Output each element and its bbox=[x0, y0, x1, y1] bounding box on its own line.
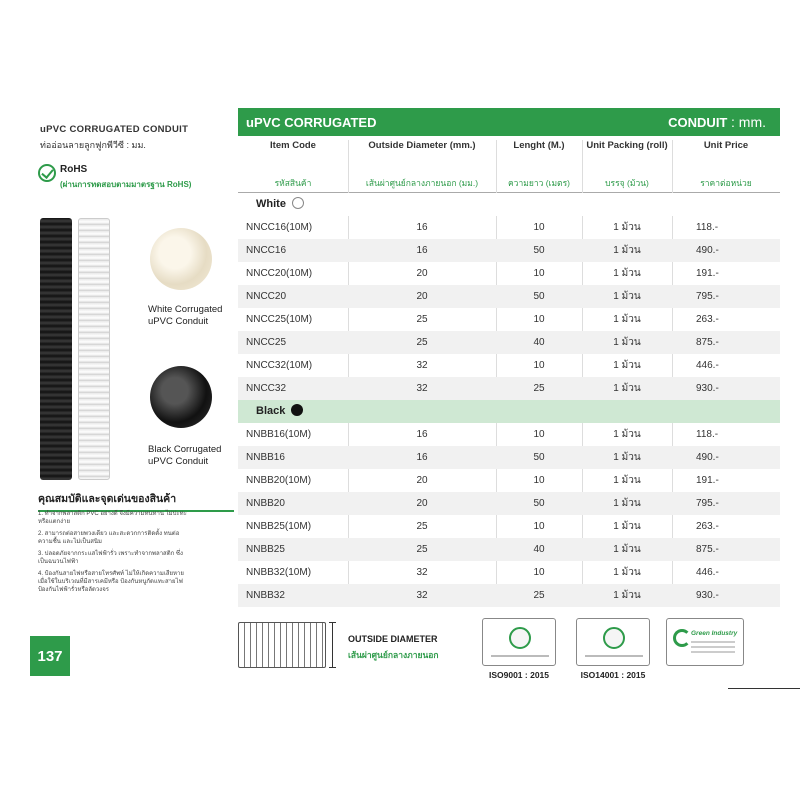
table-row bbox=[238, 423, 780, 446]
table-row bbox=[238, 216, 780, 239]
cell-pack: 1 ม้วน bbox=[613, 590, 641, 601]
header-right-title: CONDUIT : mm. bbox=[668, 114, 766, 130]
color-dot-icon bbox=[292, 197, 304, 209]
cell-code: NNCC16(10M) bbox=[246, 222, 313, 233]
feature-item: 4. ป้องกันสายไฟหรือสายโทรศัพท์ ไม่ให้เกิดความเสียหายเมื่อใช้ในบริเวณที่มีสารเคมีหรือ ป้องกันหนูกัดแทะสายไฟ ป้องกันไฟฟ้ารั่วหรือลัดวงจร bbox=[38, 571, 184, 593]
cell-code: NNBB20(10M) bbox=[246, 475, 312, 486]
cell-len: 25 bbox=[533, 383, 545, 394]
iso9001-label: ISO9001 : 2015 bbox=[488, 670, 549, 680]
cell-pack: 1 ม้วน bbox=[613, 498, 641, 509]
cell-pack: 1 ม้วน bbox=[613, 475, 641, 486]
table-row bbox=[238, 262, 780, 285]
column-header-unit-packing: Unit Packing (roll) บรรจุ (ม้วน) bbox=[586, 140, 668, 188]
cell-len: 10 bbox=[533, 268, 545, 279]
table-row bbox=[238, 446, 780, 469]
cell-code: NNBB32 bbox=[246, 590, 285, 601]
cell-pack: 1 ม้วน bbox=[613, 268, 641, 279]
column-header-length: Lenght (M.) ความยาว (เมตร) bbox=[508, 140, 570, 188]
features-title: คุณสมบัติและจุดเด่นของสินค้า bbox=[38, 490, 234, 512]
cell-price: 446.- bbox=[696, 567, 719, 578]
cell-code: NNBB25 bbox=[246, 544, 285, 555]
cell-price: 795.- bbox=[696, 498, 719, 509]
cell-od: 20 bbox=[416, 498, 428, 509]
cell-od: 25 bbox=[416, 314, 428, 325]
cell-len: 40 bbox=[533, 337, 545, 348]
header-left-title: uPVC CORRUGATED bbox=[246, 114, 377, 130]
table-row bbox=[238, 377, 780, 400]
product-title: uPVC CORRUGATED CONDUIT bbox=[40, 124, 189, 135]
column-header-item-code: Item Code รหัสสินค้า bbox=[270, 140, 316, 188]
cell-price: 118.- bbox=[696, 429, 719, 440]
cell-od: 32 bbox=[416, 360, 428, 371]
cell-len: 10 bbox=[533, 314, 545, 325]
cell-price: 263.- bbox=[696, 314, 719, 325]
cell-pack: 1 ม้วน bbox=[613, 222, 641, 233]
cell-od: 25 bbox=[416, 544, 428, 555]
cell-pack: 1 ม้วน bbox=[613, 360, 641, 371]
cell-code: NNCC20 bbox=[246, 291, 287, 302]
cell-price: 191.- bbox=[696, 475, 719, 486]
page-number: 137 bbox=[30, 636, 70, 676]
table-row bbox=[238, 469, 780, 492]
cell-code: NNBB20 bbox=[246, 498, 285, 509]
iso9001-certificate bbox=[482, 618, 556, 666]
cell-len: 10 bbox=[533, 521, 545, 532]
feature-item: 1. ทำจากพลาสติก PVC อย่างดี จึงมีความทนทาน ไม่ปะทะหรือแตกง่าย bbox=[38, 511, 187, 525]
cell-len: 40 bbox=[533, 544, 545, 555]
catalog-page bbox=[30, 108, 780, 688]
rohs-title: RoHS bbox=[60, 164, 88, 175]
cell-code: NNCC25 bbox=[246, 337, 287, 348]
cell-od: 32 bbox=[416, 383, 428, 394]
table-row bbox=[238, 561, 780, 584]
cell-code: NNCC25(10M) bbox=[246, 314, 313, 325]
cell-len: 10 bbox=[533, 360, 545, 371]
cell-len: 50 bbox=[533, 498, 545, 509]
group-name: White bbox=[256, 198, 286, 210]
cell-code: NNCC16 bbox=[246, 245, 287, 256]
group-name: Black bbox=[256, 405, 286, 417]
white-conduit-coil-image bbox=[150, 228, 212, 290]
cell-price: 490.- bbox=[696, 245, 719, 256]
cell-od: 16 bbox=[416, 429, 428, 440]
green-industry-logo-icon bbox=[673, 629, 691, 647]
features-list bbox=[38, 510, 188, 598]
page-edge-rule bbox=[728, 688, 800, 689]
cell-pack: 1 ม้วน bbox=[613, 521, 641, 532]
rohs-subtitle: (ผ่านการทดสอบตามมาตรฐาน RoHS) bbox=[60, 180, 192, 189]
table-row bbox=[238, 308, 780, 331]
cell-len: 50 bbox=[533, 291, 545, 302]
iso14001-certificate bbox=[576, 618, 650, 666]
outside-diameter-title: OUTSIDE DIAMETER bbox=[348, 634, 438, 644]
cell-code: NNBB16(10M) bbox=[246, 429, 312, 440]
iso14001-label: ISO14001 : 2015 bbox=[580, 670, 646, 680]
cell-od: 32 bbox=[416, 590, 428, 601]
cell-len: 10 bbox=[533, 429, 545, 440]
cell-price: 795.- bbox=[696, 291, 719, 302]
cell-pack: 1 ม้วน bbox=[613, 314, 641, 325]
black-conduit-coil-image bbox=[150, 366, 212, 428]
certificate-seal-icon bbox=[509, 627, 531, 649]
cell-code: NNBB25(10M) bbox=[246, 521, 312, 532]
table-row bbox=[238, 354, 780, 377]
table-row bbox=[238, 538, 780, 561]
cell-code: NNCC32 bbox=[246, 383, 287, 394]
cell-len: 10 bbox=[533, 567, 545, 578]
outside-diameter-subtitle: เส้นผ่าศูนย์กลางภายนอก bbox=[348, 650, 439, 660]
cell-od: 16 bbox=[416, 222, 428, 233]
cell-price: 263.- bbox=[696, 521, 719, 532]
table-row bbox=[238, 239, 780, 262]
table-row bbox=[238, 285, 780, 308]
cell-code: NNCC20(10M) bbox=[246, 268, 313, 279]
cell-price: 930.- bbox=[696, 383, 719, 394]
column-header-outside-diameter: Outside Diameter (mm.) เส้นผ่าศูนย์กลางภายนอก (มม.) bbox=[365, 140, 479, 188]
cell-pack: 1 ม้วน bbox=[613, 245, 641, 256]
cell-od: 25 bbox=[416, 337, 428, 348]
white-conduit-image bbox=[78, 218, 110, 480]
cell-price: 118.- bbox=[696, 222, 719, 233]
cell-od: 20 bbox=[416, 268, 428, 279]
cell-code: NNCC32(10M) bbox=[246, 360, 313, 371]
cell-od: 32 bbox=[416, 567, 428, 578]
cell-price: 875.- bbox=[696, 544, 719, 555]
rohs-check-icon bbox=[38, 164, 56, 182]
table-row bbox=[238, 331, 780, 354]
cell-od: 25 bbox=[416, 521, 428, 532]
cell-code: NNBB16 bbox=[246, 452, 285, 463]
cell-pack: 1 ม้วน bbox=[613, 429, 641, 440]
cell-price: 875.- bbox=[696, 337, 719, 348]
green-industry-certificate bbox=[666, 618, 744, 666]
table-row bbox=[238, 515, 780, 538]
price-table-section bbox=[238, 108, 780, 688]
group-header-black bbox=[238, 400, 780, 423]
product-subtitle: ท่ออ่อนลายลูกฟูกพีวีซี : มม. bbox=[40, 140, 146, 150]
black-conduit-label: Black Corrugated uPVC Conduit bbox=[148, 444, 222, 467]
conduit-diagram bbox=[238, 622, 326, 668]
cell-len: 50 bbox=[533, 245, 545, 256]
green-industry-text: Green Industry bbox=[691, 630, 738, 637]
cell-pack: 1 ม้วน bbox=[613, 567, 641, 578]
table-row bbox=[238, 492, 780, 515]
feature-item: 2. สามารถต่อสายพวงเดียว และสะดวกการติดตั้ง ทนต่อความชื้น และไม่เป็นสนิม bbox=[38, 531, 180, 545]
color-dot-icon bbox=[291, 404, 303, 416]
cell-pack: 1 ม้วน bbox=[613, 452, 641, 463]
black-conduit-image bbox=[40, 218, 72, 480]
table-row bbox=[238, 584, 780, 607]
cell-od: 16 bbox=[416, 245, 428, 256]
diameter-dimension-line bbox=[332, 622, 333, 668]
cell-price: 446.- bbox=[696, 360, 719, 371]
cell-len: 50 bbox=[533, 452, 545, 463]
cell-price: 490.- bbox=[696, 452, 719, 463]
feature-item: 3. ปลอดภัยจากกระแสไฟฟ้ารั่ว เพราะทำจากพลาสติก ซึ่งเป็นฉนวนไฟฟ้า bbox=[38, 551, 183, 565]
certificate-seal-icon bbox=[603, 627, 625, 649]
table-header-bar bbox=[238, 108, 780, 136]
price-table-body bbox=[238, 193, 780, 607]
cell-od: 20 bbox=[416, 291, 428, 302]
cell-len: 10 bbox=[533, 475, 545, 486]
column-header-unit-price: Unit Price ราคาต่อหน่วย bbox=[700, 140, 752, 188]
cell-pack: 1 ม้วน bbox=[613, 291, 641, 302]
product-info-column bbox=[30, 108, 238, 688]
cell-pack: 1 ม้วน bbox=[613, 337, 641, 348]
cell-price: 191.- bbox=[696, 268, 719, 279]
cell-od: 16 bbox=[416, 452, 428, 463]
cell-pack: 1 ม้วน bbox=[613, 544, 641, 555]
cell-code: NNBB32(10M) bbox=[246, 567, 312, 578]
cell-len: 10 bbox=[533, 222, 545, 233]
white-conduit-label: White Corrugated uPVC Conduit bbox=[148, 304, 223, 327]
cell-len: 25 bbox=[533, 590, 545, 601]
cell-price: 930.- bbox=[696, 590, 719, 601]
cell-od: 20 bbox=[416, 475, 428, 486]
cell-pack: 1 ม้วน bbox=[613, 383, 641, 394]
group-header-white bbox=[238, 193, 780, 216]
